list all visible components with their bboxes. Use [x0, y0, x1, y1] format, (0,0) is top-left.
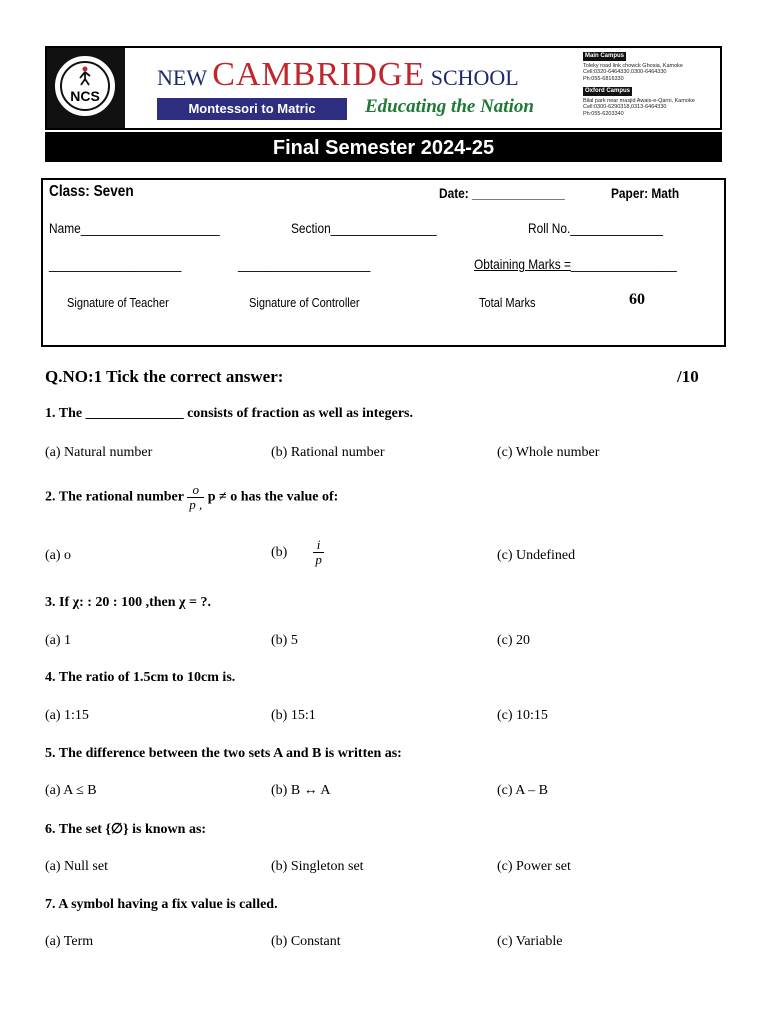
- question-7-text: 7. A symbol having a fix value is called.: [45, 897, 278, 912]
- signature-teacher-label: Signature of Teacher: [67, 295, 169, 310]
- question-5-option-b[interactable]: (b) B ↔ A: [271, 783, 331, 798]
- question-5-option-c[interactable]: (c) A – B: [497, 783, 548, 798]
- school-logo: [47, 48, 125, 128]
- logo-figure-icon: [77, 66, 93, 86]
- question-2-option-c[interactable]: (c) Undefined: [497, 548, 576, 563]
- school-name: NEW CAMBRIDGE SCHOOL: [157, 56, 519, 93]
- question-3-text: 3. If χ: : 20 : 100 ,then χ = ?.: [45, 595, 211, 610]
- class-label: Class: Seven: [49, 183, 134, 200]
- question-marks: /10: [677, 367, 699, 386]
- question-5-text: 5. The difference between the two sets A and B is written as:: [45, 746, 402, 761]
- question-1-option-c[interactable]: (c) Whole number: [497, 445, 600, 460]
- question-2-option-b[interactable]: (b) $\frac{i}{p}$: [271, 537, 322, 567]
- section-field[interactable]: Section________________: [291, 220, 437, 236]
- semester-title: Final Semester 2024-25: [45, 132, 722, 162]
- question-3-option-b[interactable]: (b) 5: [271, 633, 298, 648]
- paper-label: Paper: Math: [611, 185, 680, 201]
- question-4-text: 4. The ratio of 1.5cm to 10cm is.: [45, 670, 236, 685]
- logo-text: NCS: [70, 88, 100, 104]
- obtaining-marks-field[interactable]: Obtaining Marks =________________: [474, 256, 677, 272]
- question-6-option-c[interactable]: (c) Power set: [497, 859, 571, 874]
- question-7-option-b[interactable]: (b) Constant: [271, 934, 341, 949]
- name-field[interactable]: Name_____________________: [49, 220, 220, 236]
- question-6-text: 6. The set {∅} is known as:: [45, 822, 207, 837]
- date-field[interactable]: Date: ______________: [439, 185, 565, 201]
- teacher-signature-line[interactable]: ____________________: [49, 256, 182, 272]
- question-1-option-b[interactable]: (b) Rational number: [271, 445, 385, 460]
- question-6-option-a[interactable]: (a) Null set: [45, 859, 108, 874]
- school-slogan: Educating the Nation: [365, 96, 534, 117]
- question-7-option-c[interactable]: (c) Variable: [497, 934, 563, 949]
- question-2-option-a[interactable]: (a) o: [45, 548, 72, 563]
- school-tagline: Montessori to Matric: [157, 98, 347, 120]
- roll-no-field[interactable]: Roll No.______________: [528, 220, 663, 236]
- question-2-text: 2. The rational number $\frac{o}{p ,}$ p ≠ o has the value of:: [45, 482, 339, 512]
- question-3-option-c[interactable]: (c) 20: [497, 633, 531, 648]
- question-heading: Q.NO:1 Tick the correct answer:: [45, 367, 284, 386]
- question-4-option-c[interactable]: (c) 10:15: [497, 708, 548, 723]
- question-7-option-a[interactable]: (a) Term: [45, 934, 94, 949]
- total-marks-value: 60: [629, 291, 645, 308]
- question-6-option-b[interactable]: (b) Singleton set: [271, 859, 364, 874]
- question-4-option-b[interactable]: (b) 15:1: [271, 708, 316, 723]
- question-5-option-a[interactable]: (a) A ≤ B: [45, 783, 97, 798]
- signature-controller-label: Signature of Controller: [249, 295, 360, 310]
- question-1-option-a[interactable]: (a) Natural number: [45, 445, 153, 460]
- question-1-text: 1. The ______________ consists of fraction as well as integers.: [45, 406, 413, 421]
- question-4-option-a[interactable]: (a) 1:15: [45, 708, 89, 723]
- campus-info: Main Campus Toleky road link chowck Ghosia, Kamoke Cell:0320-6464330,0300-6464330 Ph:055-6816330 Oxford Campus Bilal park near masjid Awais-e-Qarni, Kamoke Cell:0300-6290318,0313-6464330 Ph:055-6203340: [583, 53, 695, 117]
- controller-signature-line[interactable]: ____________________: [238, 256, 371, 272]
- school-header: [45, 46, 722, 130]
- total-marks-label: Total Marks: [479, 295, 536, 310]
- fraction-o-over-p: $\frac{o}{p ,}$: [189, 482, 203, 512]
- question-3-option-a[interactable]: (a) 1: [45, 633, 72, 648]
- fraction-i-over-p: $\frac{i}{p}$: [315, 537, 322, 567]
- student-info-box: [41, 178, 726, 347]
